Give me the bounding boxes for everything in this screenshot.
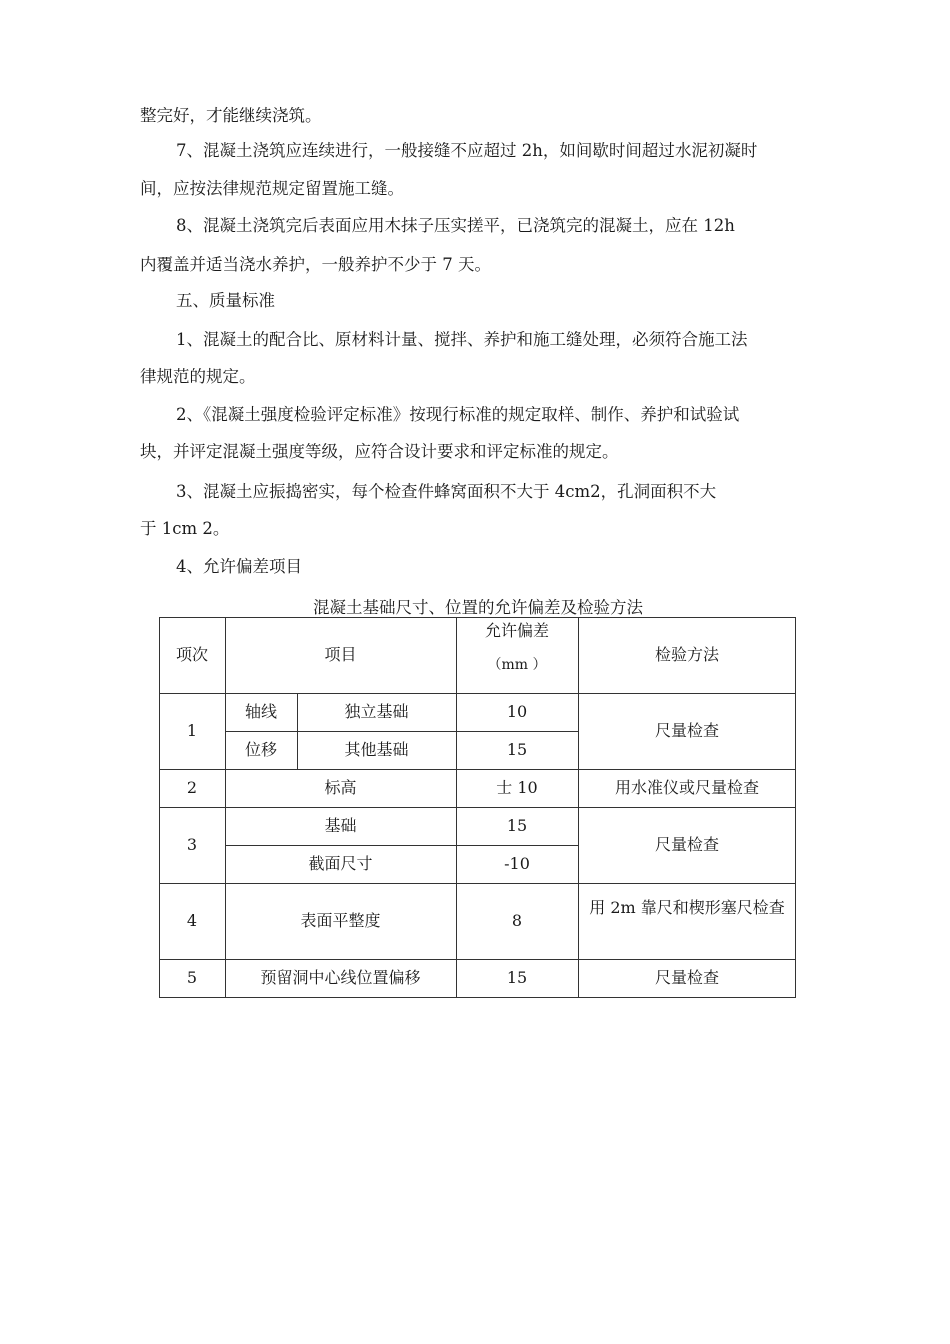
table-caption: 混凝土基础尺寸、位置的允许偏差及检验方法	[313, 598, 643, 617]
row-method: 用 2m 靠尺和楔形塞尺检查	[589, 898, 785, 917]
paragraph-line: 1、混凝土的配合比、原材料计量、搅拌、养护和施工缝处理，必须符合施工法	[176, 330, 748, 349]
header-col-no: 项次	[175, 645, 208, 664]
row-item: 基础	[324, 816, 357, 835]
row-number: 4	[186, 911, 198, 930]
paragraph-line: 块，并评定混凝土强度等级，应符合设计要求和评定标准的规定。	[140, 442, 619, 461]
paragraph-line: 7、混凝土浇筑应连续进行，一般接缝不应超过 2h，如间歇时间超过水泥初凝时	[176, 141, 758, 160]
row-tolerance: 15	[506, 740, 528, 759]
row-item: 截面尺寸	[308, 854, 373, 873]
header-col-method: 检验方法	[654, 645, 719, 664]
section-heading: 五、质量标准	[176, 291, 275, 310]
row-subgroup-label: 轴线	[244, 702, 277, 721]
row-method: 尺量检查	[654, 721, 719, 740]
paragraph-line: 于 1cm 2。	[140, 519, 230, 538]
paragraph-line: 律规范的规定。	[140, 367, 256, 386]
row-item: 独立基础	[344, 702, 409, 721]
paragraph-line: 4、允许偏差项目	[176, 557, 302, 576]
row-item: 其他基础	[344, 740, 409, 759]
row-number: 5	[186, 968, 198, 987]
row-number: 3	[186, 835, 198, 854]
row-item: 标高	[324, 778, 357, 797]
row-tolerance: 8	[511, 911, 523, 930]
row-subgroup-label: 位移	[244, 740, 277, 759]
row-item: 预留洞中心线位置偏移	[260, 968, 421, 987]
paragraph-line: 内覆盖并适当浇水养护，一般养护不少于 7 天。	[140, 255, 491, 274]
row-item: 表面平整度	[300, 911, 381, 930]
row-method: 尺量检查	[654, 968, 719, 987]
paragraph-line: 间，应按法律规范规定留置施工缝。	[140, 179, 404, 198]
header-tolerance-unit: （mm ）	[487, 657, 547, 673]
header-col-tolerance	[456, 617, 578, 693]
row-number: 2	[186, 778, 198, 797]
row-tolerance: 10	[506, 702, 528, 721]
row-number: 1	[186, 721, 198, 740]
header-col-item: 项目	[324, 645, 357, 664]
paragraph-line: 8、混凝土浇筑完后表面应用木抹子压实搓平，已浇筑完的混凝土，应在 12h	[176, 216, 735, 235]
paragraph-line: 整完好，才能继续浇筑。	[140, 106, 322, 125]
header-tolerance-label: 允许偏差	[484, 621, 549, 640]
tolerance-table	[159, 617, 796, 998]
row-tolerance: -10	[504, 854, 530, 873]
row-method: 尺量检查	[654, 835, 719, 854]
row-method: 用水准仪或尺量检查	[614, 778, 759, 797]
row-tolerance: 15	[506, 968, 528, 987]
paragraph-line: 3、混凝土应振捣密实，每个检查件蜂窝面积不大于 4cm2，孔洞面积不大	[176, 482, 717, 501]
paragraph-line: 2、《混凝土强度检验评定标准》按现行标准的规定取样、制作、养护和试验试	[176, 405, 740, 424]
row-tolerance: 士 10	[496, 778, 538, 797]
row-tolerance: 15	[506, 816, 528, 835]
